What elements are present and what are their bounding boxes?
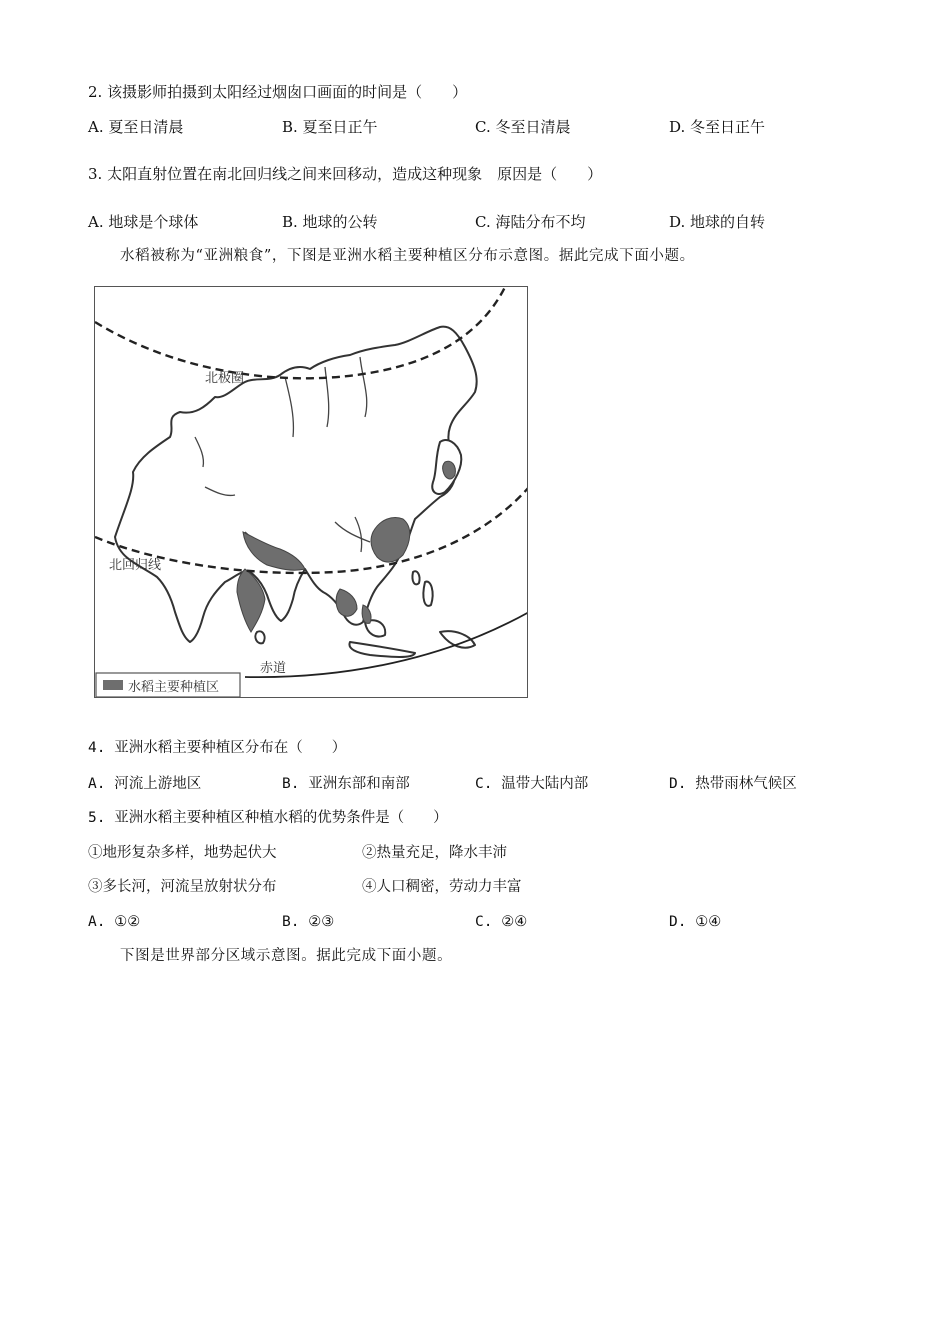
q5-option-a[interactable]: A. ①② [88, 914, 141, 930]
legend-swatch [103, 680, 123, 690]
question-2-stem: 2. 该摄影师拍摄到太阳经过烟囱口画面的时间是（ ） [88, 83, 468, 101]
q5-option-c[interactable]: C. ②④ [475, 914, 528, 930]
legend-label: 水稻主要种植区 [128, 680, 220, 695]
q4-option-b[interactable]: B. 亚洲东部和南部 [282, 776, 410, 792]
q4-option-c[interactable]: C. 温带大陆内部 [475, 776, 589, 792]
q4-option-a[interactable]: A. 河流上游地区 [88, 776, 202, 792]
q5-option-d[interactable]: D. ①④ [669, 914, 722, 930]
q2-option-a[interactable]: A. 夏至日清晨 [88, 118, 184, 136]
q5-option-b[interactable]: B. ②③ [282, 914, 335, 930]
q2-option-c[interactable]: C. 冬至日清晨 [475, 118, 571, 136]
question-5-stem: 5. 亚洲水稻主要种植区种植水稻的优势条件是（ ） [88, 810, 448, 826]
tropic-cancer-label: 北回归线 [109, 558, 162, 573]
q3-option-c[interactable]: C. 海陆分布不均 [475, 213, 586, 231]
q5-condition-1: ①地形复杂多样，地势起伏大 [88, 845, 277, 861]
q3-option-d[interactable]: D. 地球的自转 [669, 213, 766, 231]
asia-landmass [115, 327, 477, 657]
asia-rice-map [94, 286, 528, 698]
q2-option-b[interactable]: B. 夏至日正午 [282, 118, 378, 136]
question-4-stem: 4. 亚洲水稻主要种植区分布在（ ） [88, 740, 347, 756]
world-intro-text: 下图是世界部分区域示意图。据此完成下面小题。 [120, 948, 453, 964]
q4-option-d[interactable]: D. 热带雨林气候区 [669, 776, 797, 792]
equator-label: 赤道 [260, 661, 287, 676]
q2-option-d[interactable]: D. 冬至日正午 [669, 118, 766, 136]
q3-option-a[interactable]: A. 地球是个球体 [88, 213, 199, 231]
q5-condition-3: ③多长河，河流呈放射状分布 [88, 879, 277, 895]
asia-rice-map-svg [95, 287, 528, 698]
map-legend [96, 673, 240, 697]
q5-condition-4: ④人口稠密，劳动力丰富 [362, 879, 522, 895]
question-3-stem: 3. 太阳直射位置在南北回归线之间来回移动，造成这种现象 原因是（ ） [88, 165, 603, 183]
rice-intro-text: 水稻被称为“亚洲粮食”，下图是亚洲水稻主要种植区分布示意图。据此完成下面小题。 [120, 248, 695, 264]
arctic-circle-label: 北极圈 [205, 371, 245, 386]
equator-line [245, 612, 528, 677]
q5-condition-2: ②热量充足，降水丰沛 [362, 845, 507, 861]
q3-option-b[interactable]: B. 地球的公转 [282, 213, 378, 231]
